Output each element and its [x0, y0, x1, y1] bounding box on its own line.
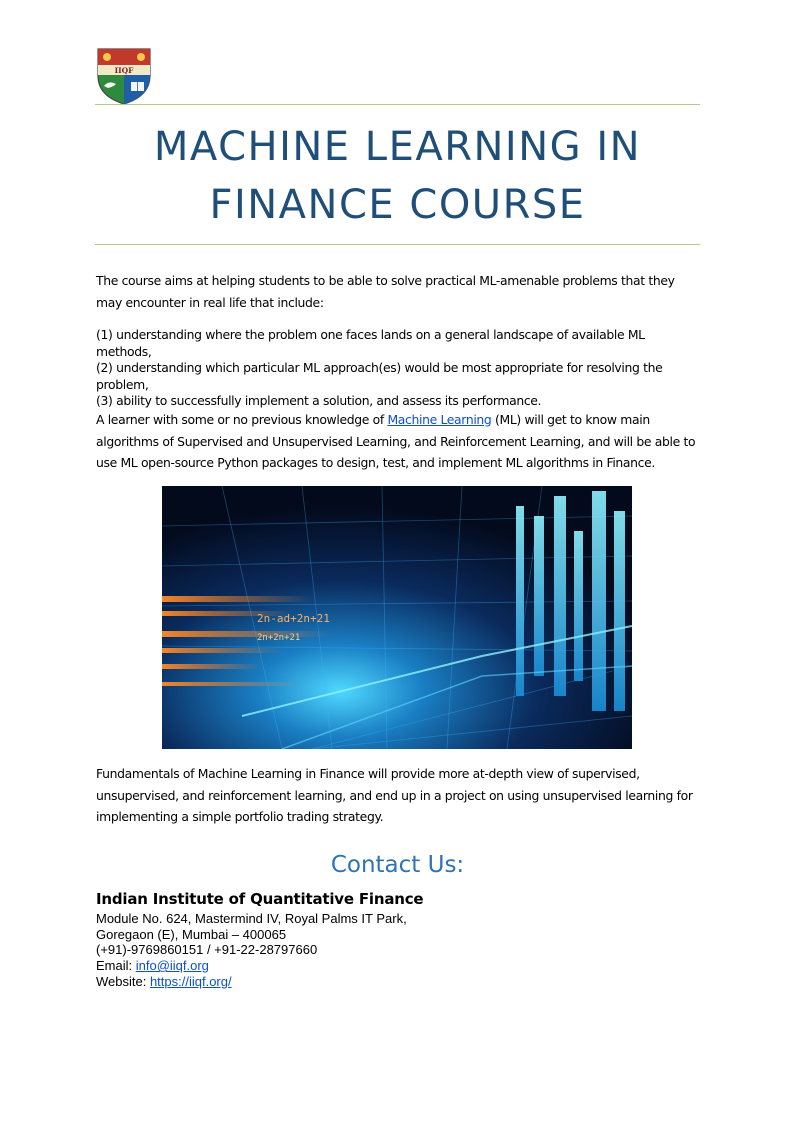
header-divider [95, 104, 700, 105]
website-label: Website: [96, 973, 150, 989]
email-row [96, 958, 407, 974]
objective-item-1: (1) understanding where the problem one faces lands on a general landscape of available ML methods, [96, 327, 645, 359]
phone-numbers: (+91)-9769860151 / +91-22-28797660 [96, 942, 318, 958]
email-link[interactable]: info@iiqf.org [135, 958, 209, 974]
learner-text-end: (ML) will get to know main algorithms of Supervised and Unsupervised Learning, and Reinforcement Learning, and will be able to use ML open-source Python packages to design, test, and implement ML algorithms in Finance. [96, 412, 696, 470]
contact-heading: Contact Us: [330, 852, 465, 878]
objective-item-3: (3) ability to successfully implement a solution, and assess its performance. [96, 393, 542, 408]
title-divider [95, 244, 700, 245]
address-line-1: Module No. 624, Mastermind IV, Royal Palms IT Park, [96, 911, 407, 926]
email-label: Email: [96, 958, 136, 974]
address-line-2: Goregaon (E), Mumbai – 400065 [96, 926, 287, 942]
intro-paragraph: The course aims at helping students to be able to solve practical ML-amenable problems that they may encounter in real life that include: [96, 273, 675, 310]
page-title [95, 118, 700, 234]
iiqf-crest-icon [95, 46, 153, 106]
learner-text-start: A learner with some or no previous knowledge of [96, 412, 388, 427]
machine-learning-link[interactable]: Machine Learning [387, 412, 492, 427]
svg-text:IIQF: IIQF [114, 66, 134, 75]
organization-name: Indian Institute of Quantitative Finance [96, 890, 424, 908]
objective-item-2: (2) understanding which particular ML approach(es) would be most appropriate for resolving the problem, [96, 360, 663, 392]
website-link[interactable]: https://iiqf.org/ [149, 973, 232, 989]
title-line-1: MACHINE LEARNING IN [153, 124, 642, 170]
machine-learning-data-visual [162, 486, 632, 749]
hero-formula-2: 2n+2n+21 [257, 633, 301, 643]
website-row [96, 974, 407, 990]
closing-paragraph: Fundamentals of Machine Learning in Finance will provide more at-depth view of supervised, unsupervised, and reinforcement learning, and end up in a project on using unsupervised learning for implementing a simple portfolio trading strategy. [96, 766, 693, 824]
contact-details [96, 911, 407, 990]
title-line-2: FINANCE COURSE [209, 182, 586, 228]
learner-paragraph [96, 409, 702, 474]
hero-formula-1: 2n-ad+2n+21 [257, 612, 330, 625]
objectives-list [96, 327, 702, 410]
